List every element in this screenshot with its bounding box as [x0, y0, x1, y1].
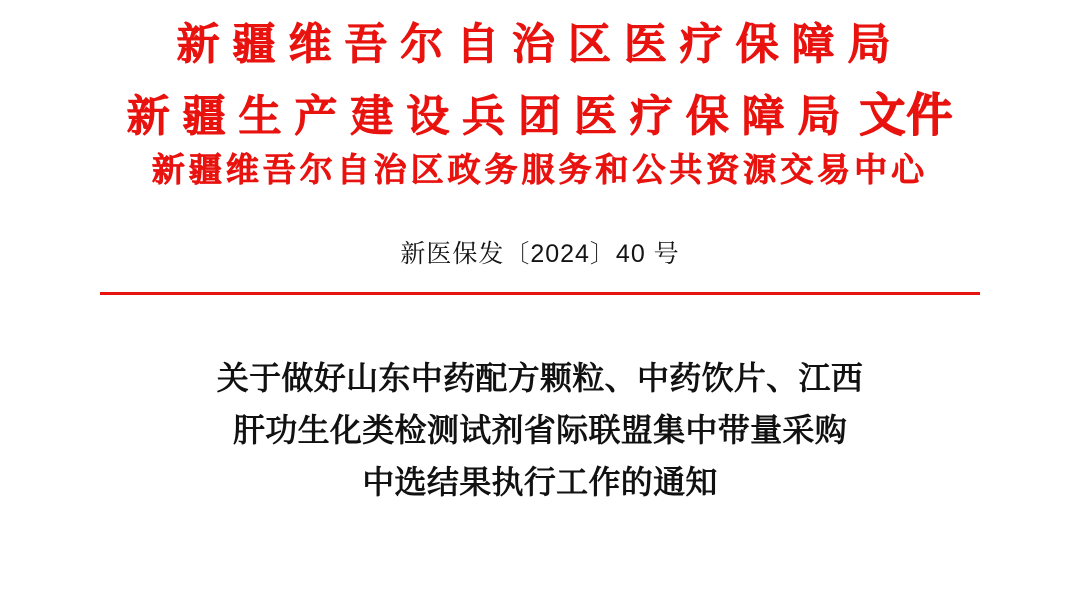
- page-title-line-3: 中选结果执行工作的通知: [362, 463, 718, 500]
- document-number: 新医保发〔2024〕40 号: [400, 239, 680, 268]
- issuing-agency-primary: 新疆维吾尔自治区医疗保障局: [176, 21, 904, 69]
- letterhead-line-3: [0, 149, 1080, 192]
- page-title-line-2: 肝功生化类检测试剂省际联盟集中带量采购: [232, 411, 848, 448]
- page-title: [120, 353, 960, 508]
- issuing-agency-secondary: 新疆生产建设兵团医疗保障局: [126, 93, 854, 142]
- red-separator-rule: [100, 292, 980, 295]
- document-word-mark: 文件: [859, 90, 954, 142]
- letterhead-line-2: [0, 79, 1080, 145]
- issuing-agency-tertiary: 新疆维吾尔自治区政务服务和公共资源交易中心: [151, 151, 929, 189]
- page-title-line-1: 关于做好山东中药配方颗粒、中药饮片、江西: [216, 359, 864, 396]
- letterhead: [0, 0, 1080, 192]
- letterhead-line-1: [0, 18, 1080, 73]
